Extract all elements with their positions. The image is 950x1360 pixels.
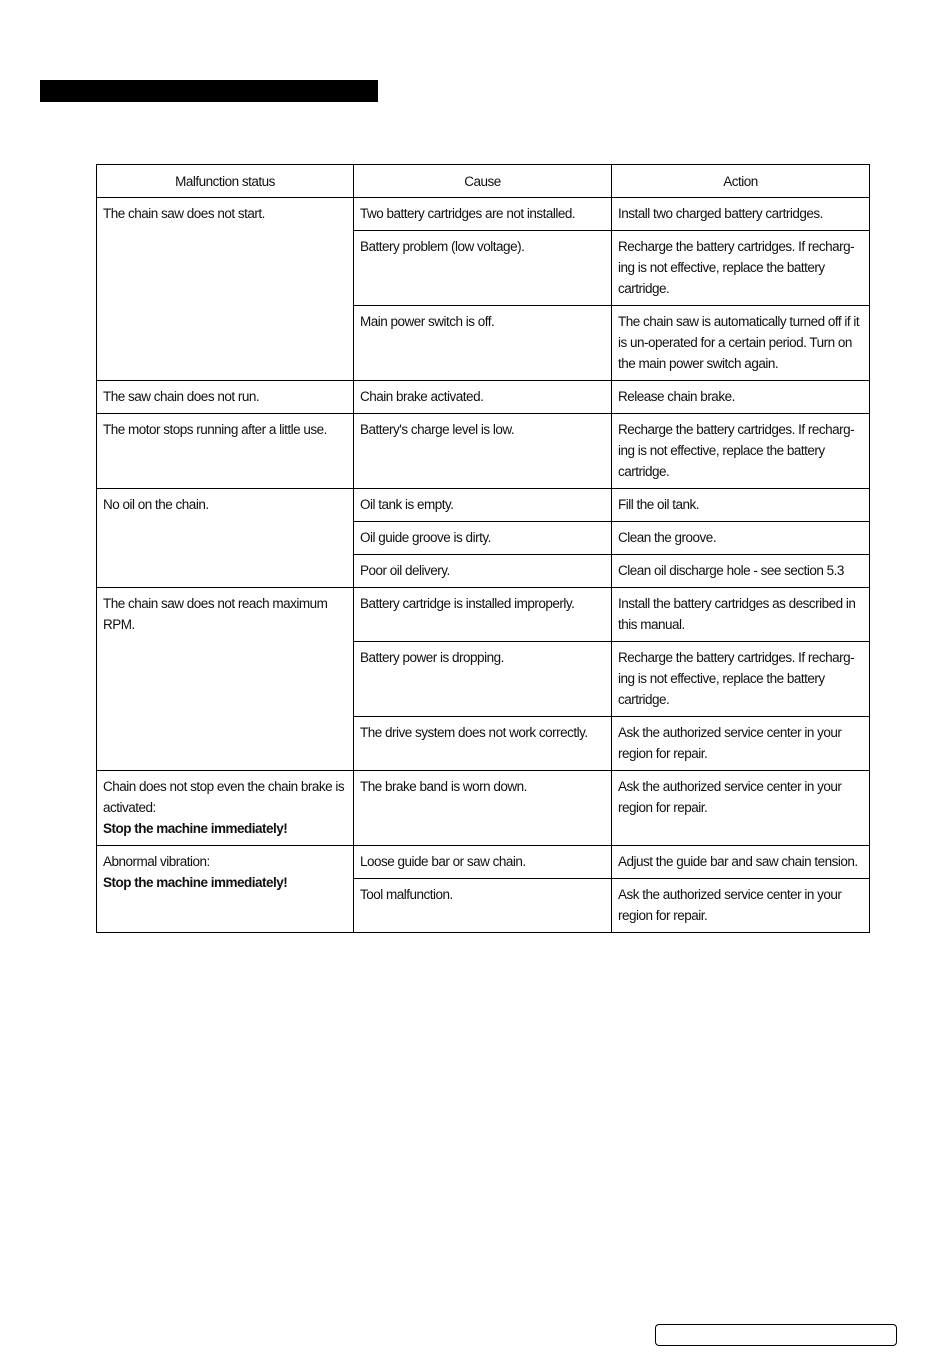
cause-cell: Oil tank is empty. bbox=[354, 489, 612, 522]
action-cell: Ask the authorized service center in your region for repair. bbox=[612, 879, 870, 933]
table-row bbox=[97, 198, 870, 231]
cause-cell: Two battery cartridges are not installed. bbox=[354, 198, 612, 231]
status-text: The motor stops running after a little use. bbox=[103, 422, 327, 437]
cause-cell: The drive system does not work correctly. bbox=[354, 717, 612, 771]
cause-cell: The brake band is worn down. bbox=[354, 771, 612, 846]
table-row bbox=[97, 381, 870, 414]
table-row bbox=[97, 588, 870, 642]
action-cell: Fill the oil tank. bbox=[612, 489, 870, 522]
troubleshooting-table bbox=[96, 164, 870, 933]
status-cell bbox=[97, 846, 354, 933]
table-row bbox=[97, 489, 870, 522]
cause-cell: Battery cartridge is installed improperly. bbox=[354, 588, 612, 642]
action-cell: Recharge the battery cartridges. If recharg-ing is not effective, replace the battery cartridge. bbox=[612, 642, 870, 717]
action-cell: Ask the authorized service center in your region for repair. bbox=[612, 771, 870, 846]
status-text: The chain saw does not reach maximum RPM. bbox=[103, 596, 328, 632]
status-cell bbox=[97, 381, 354, 414]
table-row bbox=[97, 414, 870, 489]
status-cell bbox=[97, 198, 354, 381]
cause-cell: Loose guide bar or saw chain. bbox=[354, 846, 612, 879]
action-cell: Install two charged battery cartridges. bbox=[612, 198, 870, 231]
table-header-row bbox=[97, 165, 870, 198]
table-row bbox=[97, 771, 870, 846]
warning-text: Stop the machine immediately! bbox=[103, 821, 288, 836]
action-cell: Adjust the guide bar and saw chain tension. bbox=[612, 846, 870, 879]
status-text: Chain does not stop even the chain brake is activated: bbox=[103, 779, 345, 815]
action-cell: Release chain brake. bbox=[612, 381, 870, 414]
status-text: The saw chain does not run. bbox=[103, 389, 260, 404]
action-cell: Recharge the battery cartridges. If recharg-ing is not effective, replace the battery cartridge. bbox=[612, 231, 870, 306]
cause-cell: Chain brake activated. bbox=[354, 381, 612, 414]
status-cell bbox=[97, 414, 354, 489]
action-cell: Install the battery cartridges as described in this manual. bbox=[612, 588, 870, 642]
status-text: No oil on the chain. bbox=[103, 497, 209, 512]
footer-page-box bbox=[655, 1324, 897, 1346]
action-cell: Ask the authorized service center in your region for repair. bbox=[612, 717, 870, 771]
status-cell bbox=[97, 588, 354, 771]
header-malfunction-status: Malfunction status bbox=[97, 165, 354, 198]
action-cell: The chain saw is automatically turned off if it is un-operated for a certain period. Turn on the main power switch again. bbox=[612, 306, 870, 381]
cause-cell: Battery power is dropping. bbox=[354, 642, 612, 717]
cause-cell: Main power switch is off. bbox=[354, 306, 612, 381]
cause-cell: Battery's charge level is low. bbox=[354, 414, 612, 489]
status-text: Abnormal vibration: bbox=[103, 854, 210, 869]
cause-cell: Battery problem (low voltage). bbox=[354, 231, 612, 306]
table-row bbox=[97, 846, 870, 879]
status-cell bbox=[97, 489, 354, 588]
action-cell: Clean the groove. bbox=[612, 522, 870, 555]
status-cell bbox=[97, 771, 354, 846]
section-title-bar bbox=[40, 80, 378, 102]
cause-cell: Oil guide groove is dirty. bbox=[354, 522, 612, 555]
status-text: The chain saw does not start. bbox=[103, 206, 265, 221]
cause-cell: Poor oil delivery. bbox=[354, 555, 612, 588]
header-action: Action bbox=[612, 165, 870, 198]
header-cause: Cause bbox=[354, 165, 612, 198]
action-cell: Recharge the battery cartridges. If recharg-ing is not effective, replace the battery cartridge. bbox=[612, 414, 870, 489]
cause-cell: Tool malfunction. bbox=[354, 879, 612, 933]
action-cell: Clean oil discharge hole - see section 5.3 bbox=[612, 555, 870, 588]
warning-text: Stop the machine immediately! bbox=[103, 875, 288, 890]
